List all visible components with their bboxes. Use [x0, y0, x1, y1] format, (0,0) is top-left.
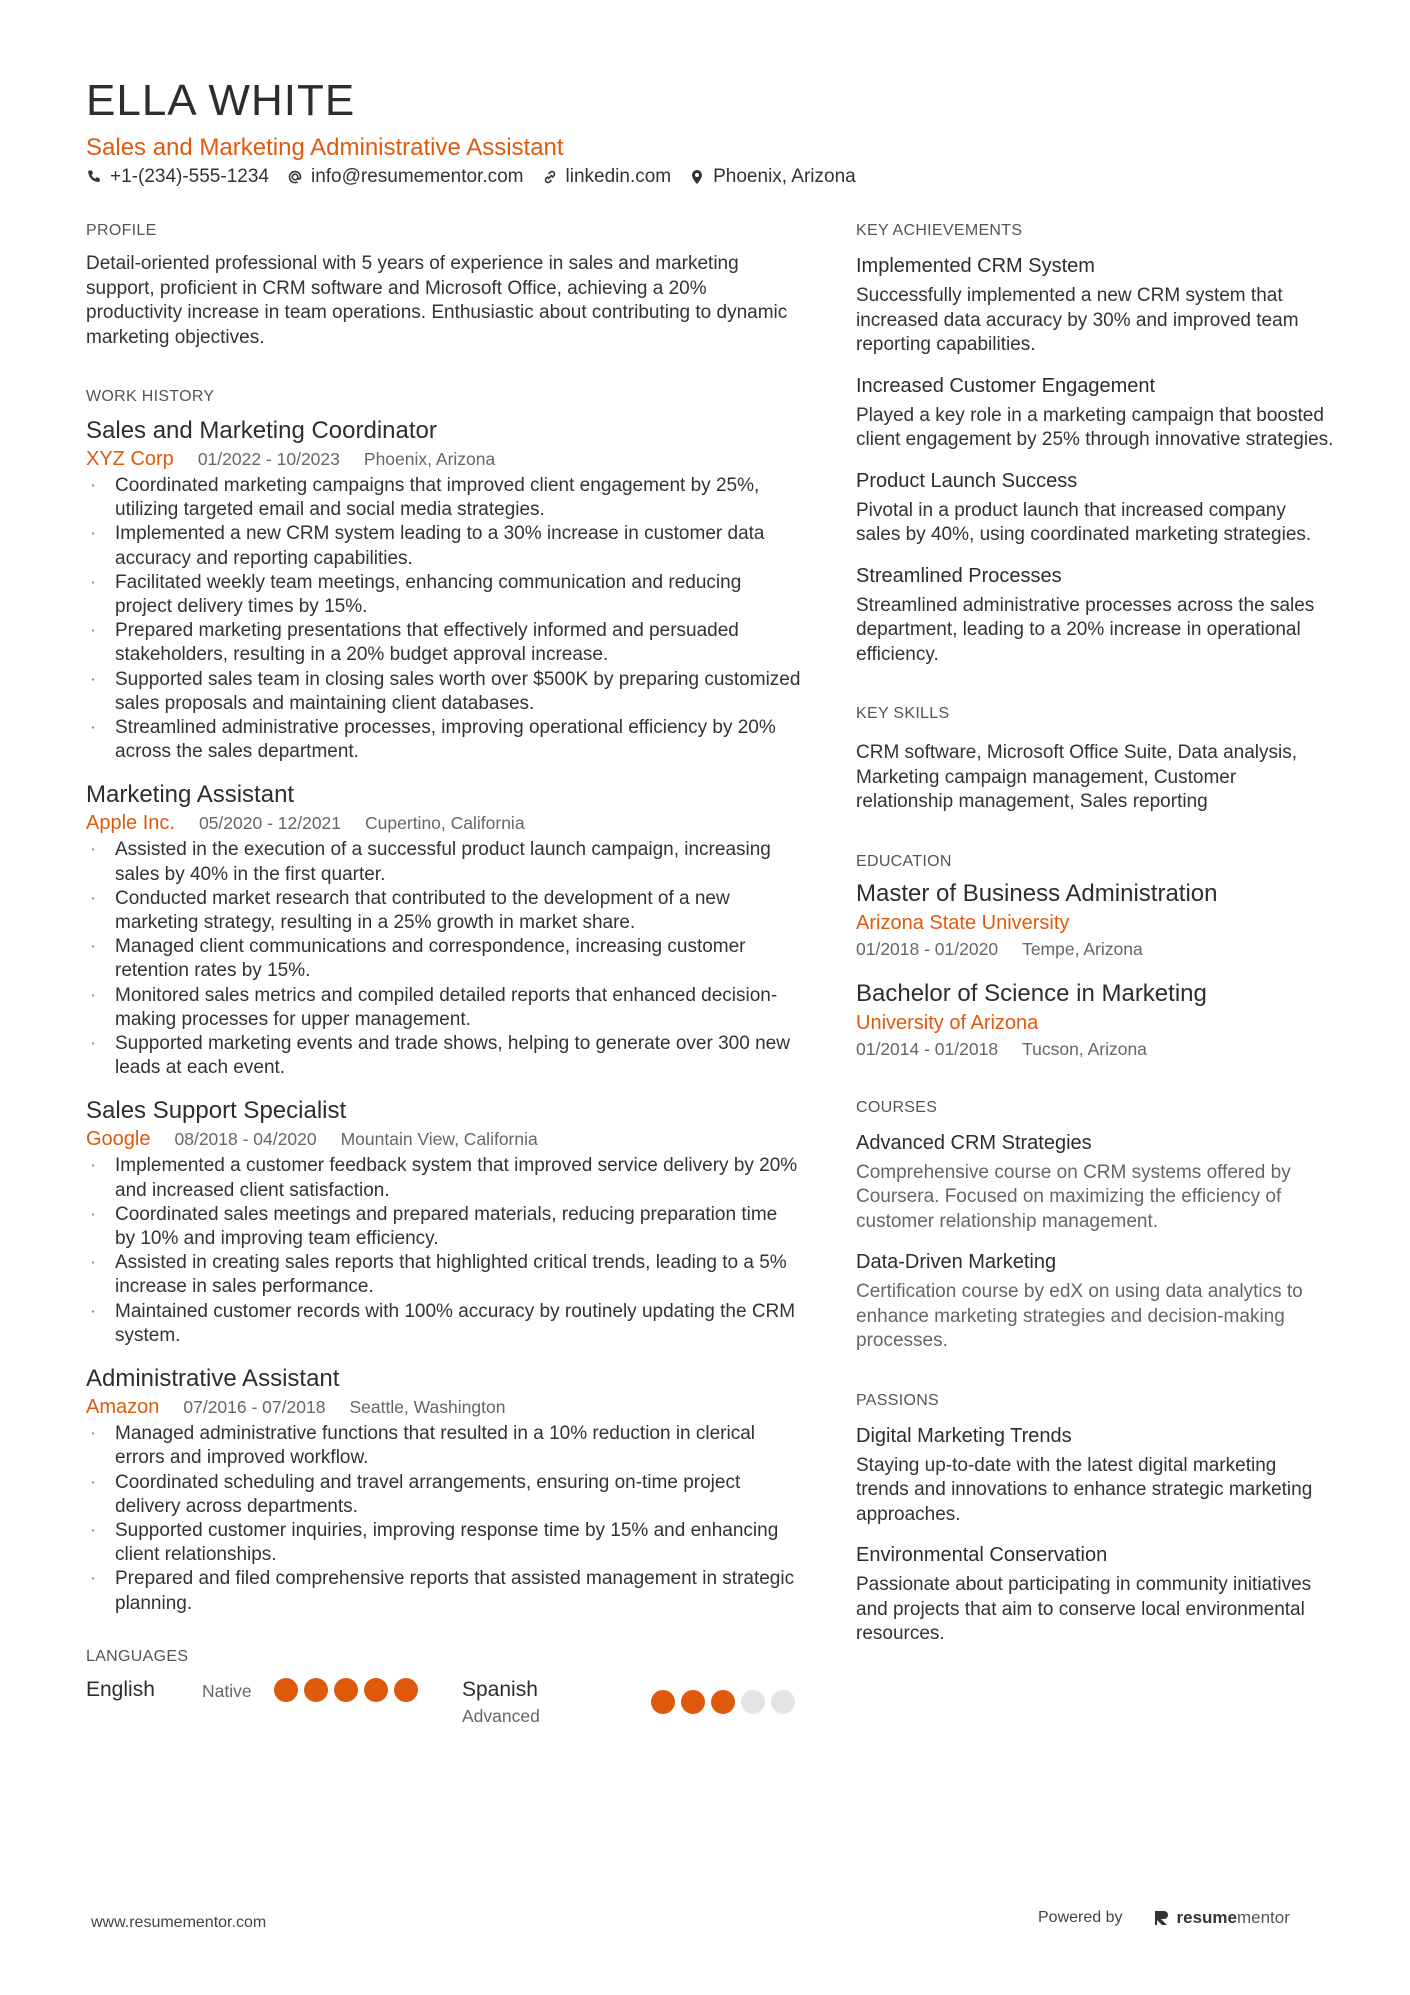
phone-icon — [86, 169, 102, 185]
course-desc: Comprehensive course on CRM systems offered by Coursera. Focused on maximizing the efficiency of customer relationship management. — [856, 1161, 1291, 1232]
job-meta — [86, 446, 801, 472]
profile-section — [86, 222, 801, 350]
at-icon — [287, 169, 303, 185]
work-history-section — [86, 388, 801, 1616]
passion-item — [856, 1541, 1334, 1647]
contact-bar — [86, 166, 856, 188]
course-desc: Certification course by edX on using data analytics to enhance marketing strategies and decision-making processes. — [856, 1281, 1303, 1351]
passion-desc: Staying up-to-date with the latest digital marketing trends and innovations to enhance strategic marketing approaches. — [856, 1454, 1313, 1525]
job-title: Marketing Assistant — [86, 781, 295, 809]
achievement-desc: Streamlined administrative processes across the sales department, leading to a 20% increase in operational efficiency. — [856, 594, 1315, 665]
languages-heading: LANGUAGES — [86, 1647, 189, 1665]
language-rating — [274, 1676, 418, 1704]
education-item — [856, 879, 1334, 961]
job-location: Mountain View, California — [340, 1129, 538, 1150]
job-bullet: · Supported sales team in closing sales worth over $500K by preparing customized sales proposals and maintaining client databases. — [86, 668, 801, 716]
achievements-section — [856, 222, 1334, 667]
job-bullet: · Prepared marketing presentations that effectively informed and persuaded stakeholders, resulting in a 20% budget approval increase. — [86, 619, 801, 667]
courses-heading: COURSES — [856, 1098, 938, 1116]
education-location: Tucson, Arizona — [1022, 1038, 1147, 1059]
job-bullet: · Coordinated marketing campaigns that improved client engagement by 25%, utilizing targeted email and social media strategies. — [86, 474, 801, 522]
job-meta — [86, 810, 801, 836]
skills-text: CRM software, Microsoft Office Suite, Data analysis, Marketing campaign management, Customer relationship management, Sales reporting — [856, 742, 1298, 812]
achievement-desc: Played a key role in a marketing campaign that boosted client engagement by 25% through innovative strategies. — [856, 404, 1334, 450]
rating-dot-filled — [711, 1690, 735, 1714]
rating-dot-filled — [681, 1690, 705, 1714]
education-meta — [856, 937, 1334, 961]
rating-dot-empty — [771, 1690, 795, 1714]
job-bullets — [86, 1422, 801, 1616]
job-company: Google — [86, 1128, 151, 1151]
job-bullet: · Prepared and filed comprehensive reports that assisted management in strategic planning. — [86, 1567, 801, 1615]
achievement-item — [856, 467, 1334, 548]
logo-text-light: mentor — [1236, 1908, 1290, 1927]
rating-dot-filled — [364, 1678, 388, 1702]
rating-dot-filled — [304, 1678, 328, 1702]
job-location: Seattle, Washington — [349, 1397, 506, 1418]
job-entry — [86, 780, 801, 1080]
passion-desc: Passionate about participating in community initiatives and projects that aim to conserve local environmental resources. — [856, 1574, 1312, 1644]
achievement-item — [856, 562, 1334, 668]
language-level: Advanced — [462, 1705, 540, 1726]
footer-website[interactable]: www.resumementor.com — [91, 1914, 267, 1931]
education-school: Arizona State University — [856, 911, 1070, 934]
language-name: English — [86, 1677, 155, 1701]
candidate-role: Sales and Marketing Administrative Assistant — [86, 134, 564, 161]
work-history-heading: WORK HISTORY — [86, 388, 215, 405]
course-item — [856, 1129, 1334, 1235]
job-title: Sales Support Specialist — [86, 1097, 347, 1125]
job-bullet: · Implemented a new CRM system leading to a 30% increase in customer data accuracy and reporting capabilities. — [86, 522, 801, 570]
contact-phone — [86, 166, 269, 188]
job-bullets — [86, 1154, 801, 1348]
job-title: Administrative Assistant — [86, 1365, 340, 1393]
skills-heading: KEY SKILLS — [856, 705, 950, 722]
job-meta — [86, 1126, 801, 1152]
languages-section — [86, 1648, 801, 1728]
job-bullet: · Monitored sales metrics and compiled detailed reports that enhanced decision-making processes for upper management. — [86, 984, 801, 1032]
job-bullet: · Assisted in creating sales reports that highlighted critical trends, leading to a 5% increase in sales performance. — [86, 1251, 801, 1299]
resumementor-logo[interactable] — [1153, 1908, 1290, 1928]
job-company: Apple Inc. — [86, 812, 175, 835]
job-bullet: · Assisted in the execution of a successful product launch campaign, increasing sales by 40% in the first quarter. — [86, 838, 801, 886]
passions-heading: PASSIONS — [856, 1391, 940, 1409]
job-bullets — [86, 838, 801, 1080]
education-degree: Master of Business Administration — [856, 879, 1218, 907]
job-bullet: · Streamlined administrative processes, improving operational efficiency by 20% across the sales department. — [86, 716, 801, 764]
course-title: Data-Driven Marketing — [856, 1251, 1057, 1273]
education-degree: Bachelor of Science in Marketing — [856, 979, 1207, 1007]
left-column — [86, 222, 801, 1728]
language-item — [86, 1676, 462, 1704]
job-bullet: · Managed administrative functions that resulted in a 10% reduction in clerical errors and improved workflow. — [86, 1422, 801, 1470]
profile-text: Detail-oriented professional with 5 years of experience in sales and marketing support, proficient in CRM software and Microsoft Office, achieving a 20% productivity increase in team operations. Enthusiastic about contributing to dynamic marketing objectives. — [86, 253, 788, 348]
courses-section — [856, 1099, 1334, 1354]
languages-row — [86, 1676, 801, 1728]
rating-dot-filled — [651, 1690, 675, 1714]
rating-dot-filled — [394, 1678, 418, 1702]
job-bullet: · Managed client communications and correspondence, increasing customer retention rates by 15%. — [86, 935, 801, 983]
contact-linkedin[interactable] — [542, 166, 672, 188]
achievement-item — [856, 372, 1334, 453]
job-entry — [86, 416, 801, 764]
job-company: Amazon — [86, 1396, 160, 1419]
achievement-title: Product Launch Success — [856, 469, 1078, 492]
candidate-name: ELLA WHITE — [86, 76, 356, 125]
job-bullet: · Supported customer inquiries, improving response time by 15% and enhancing client relationships. — [86, 1519, 801, 1567]
logo-text-bold: resume — [1176, 1908, 1237, 1927]
job-entry — [86, 1096, 801, 1348]
language-name-block — [462, 1676, 651, 1728]
language-name: Spanish — [462, 1677, 538, 1701]
job-bullet: · Coordinated sales meetings and prepared materials, reducing preparation time by 10% and improving team efficiency. — [86, 1203, 801, 1251]
passion-title: Environmental Conservation — [856, 1544, 1108, 1566]
contact-email[interactable] — [287, 166, 524, 188]
job-bullet: · Coordinated scheduling and travel arrangements, ensuring on-time project delivery across departments. — [86, 1471, 801, 1519]
right-column — [856, 222, 1334, 1647]
passions-section — [856, 1392, 1334, 1647]
skills-section — [856, 705, 1334, 815]
job-bullet: · Supported marketing events and trade shows, helping to generate over 300 new leads at each event. — [86, 1032, 801, 1080]
language-item — [462, 1676, 801, 1728]
rating-dot-filled — [274, 1678, 298, 1702]
education-section — [856, 853, 1334, 1061]
language-level: Native — [202, 1680, 252, 1701]
job-meta — [86, 1394, 801, 1420]
achievement-title: Streamlined Processes — [856, 564, 1062, 587]
powered-by-label: Powered by — [1038, 1909, 1123, 1926]
location-text: Phoenix, Arizona — [713, 166, 856, 187]
education-heading: EDUCATION — [856, 852, 952, 870]
footer-powered-by — [1038, 1908, 1290, 1928]
job-bullets — [86, 474, 801, 764]
job-bullet: · Implemented a customer feedback system that improved service delivery by 20% and increased client satisfaction. — [86, 1154, 801, 1202]
job-company: XYZ Corp — [86, 448, 174, 470]
education-meta — [856, 1037, 1334, 1061]
job-dates: 08/2018 - 04/2020 — [174, 1129, 317, 1150]
job-bullet: · Conducted market research that contributed to the development of a new marketing strategy, resulting in a 25% growth in market share. — [86, 887, 801, 935]
job-dates: 05/2020 - 12/2021 — [198, 813, 342, 834]
job-bullet: · Facilitated weekly team meetings, enhancing communication and reducing project delivery times by 15%. — [86, 571, 801, 619]
link-icon — [542, 169, 558, 185]
education-dates: 01/2018 - 01/2020 — [856, 938, 999, 959]
passion-item — [856, 1422, 1334, 1528]
resumementor-logo-icon — [1153, 1909, 1171, 1927]
education-school: University of Arizona — [856, 1011, 1039, 1034]
profile-heading: PROFILE — [86, 222, 157, 239]
course-title: Advanced CRM Strategies — [856, 1131, 1092, 1154]
job-location: Phoenix, Arizona — [363, 449, 496, 469]
language-rating — [651, 1676, 795, 1728]
job-entry — [86, 1364, 801, 1616]
education-location: Tempe, Arizona — [1022, 938, 1143, 959]
achievement-title: Increased Customer Engagement — [856, 374, 1156, 397]
job-title: Sales and Marketing Coordinator — [86, 417, 437, 444]
job-location: Cupertino, California — [365, 813, 525, 834]
passion-title: Digital Marketing Trends — [856, 1424, 1072, 1447]
achievement-desc: Successfully implemented a new CRM system that increased data accuracy by 30% and improved team reporting capabilities. — [856, 285, 1299, 355]
job-bullet: · Maintained customer records with 100% accuracy by routinely updating the CRM system. — [86, 1300, 801, 1348]
education-item — [856, 979, 1334, 1061]
phone-text: +1-(234)-555-1234 — [110, 166, 269, 187]
achievement-title: Implemented CRM System — [856, 255, 1095, 277]
achievement-item — [856, 252, 1334, 358]
linkedin-text[interactable]: linkedin.com — [565, 166, 672, 187]
rating-dot-filled — [334, 1678, 358, 1702]
location-pin-icon — [689, 169, 705, 185]
achievements-heading: KEY ACHIEVEMENTS — [856, 222, 1023, 239]
email-text[interactable]: info@resumementor.com — [310, 166, 524, 187]
job-dates: 07/2016 - 07/2018 — [183, 1397, 326, 1418]
contact-location — [689, 166, 856, 188]
job-dates: 01/2022 - 10/2023 — [197, 449, 340, 469]
achievement-desc: Pivotal in a product launch that increased company sales by 40%, using coordinated marketing strategies. — [856, 499, 1312, 545]
rating-dot-empty — [741, 1690, 765, 1714]
education-dates: 01/2014 - 01/2018 — [856, 1038, 999, 1059]
course-item — [856, 1248, 1334, 1354]
